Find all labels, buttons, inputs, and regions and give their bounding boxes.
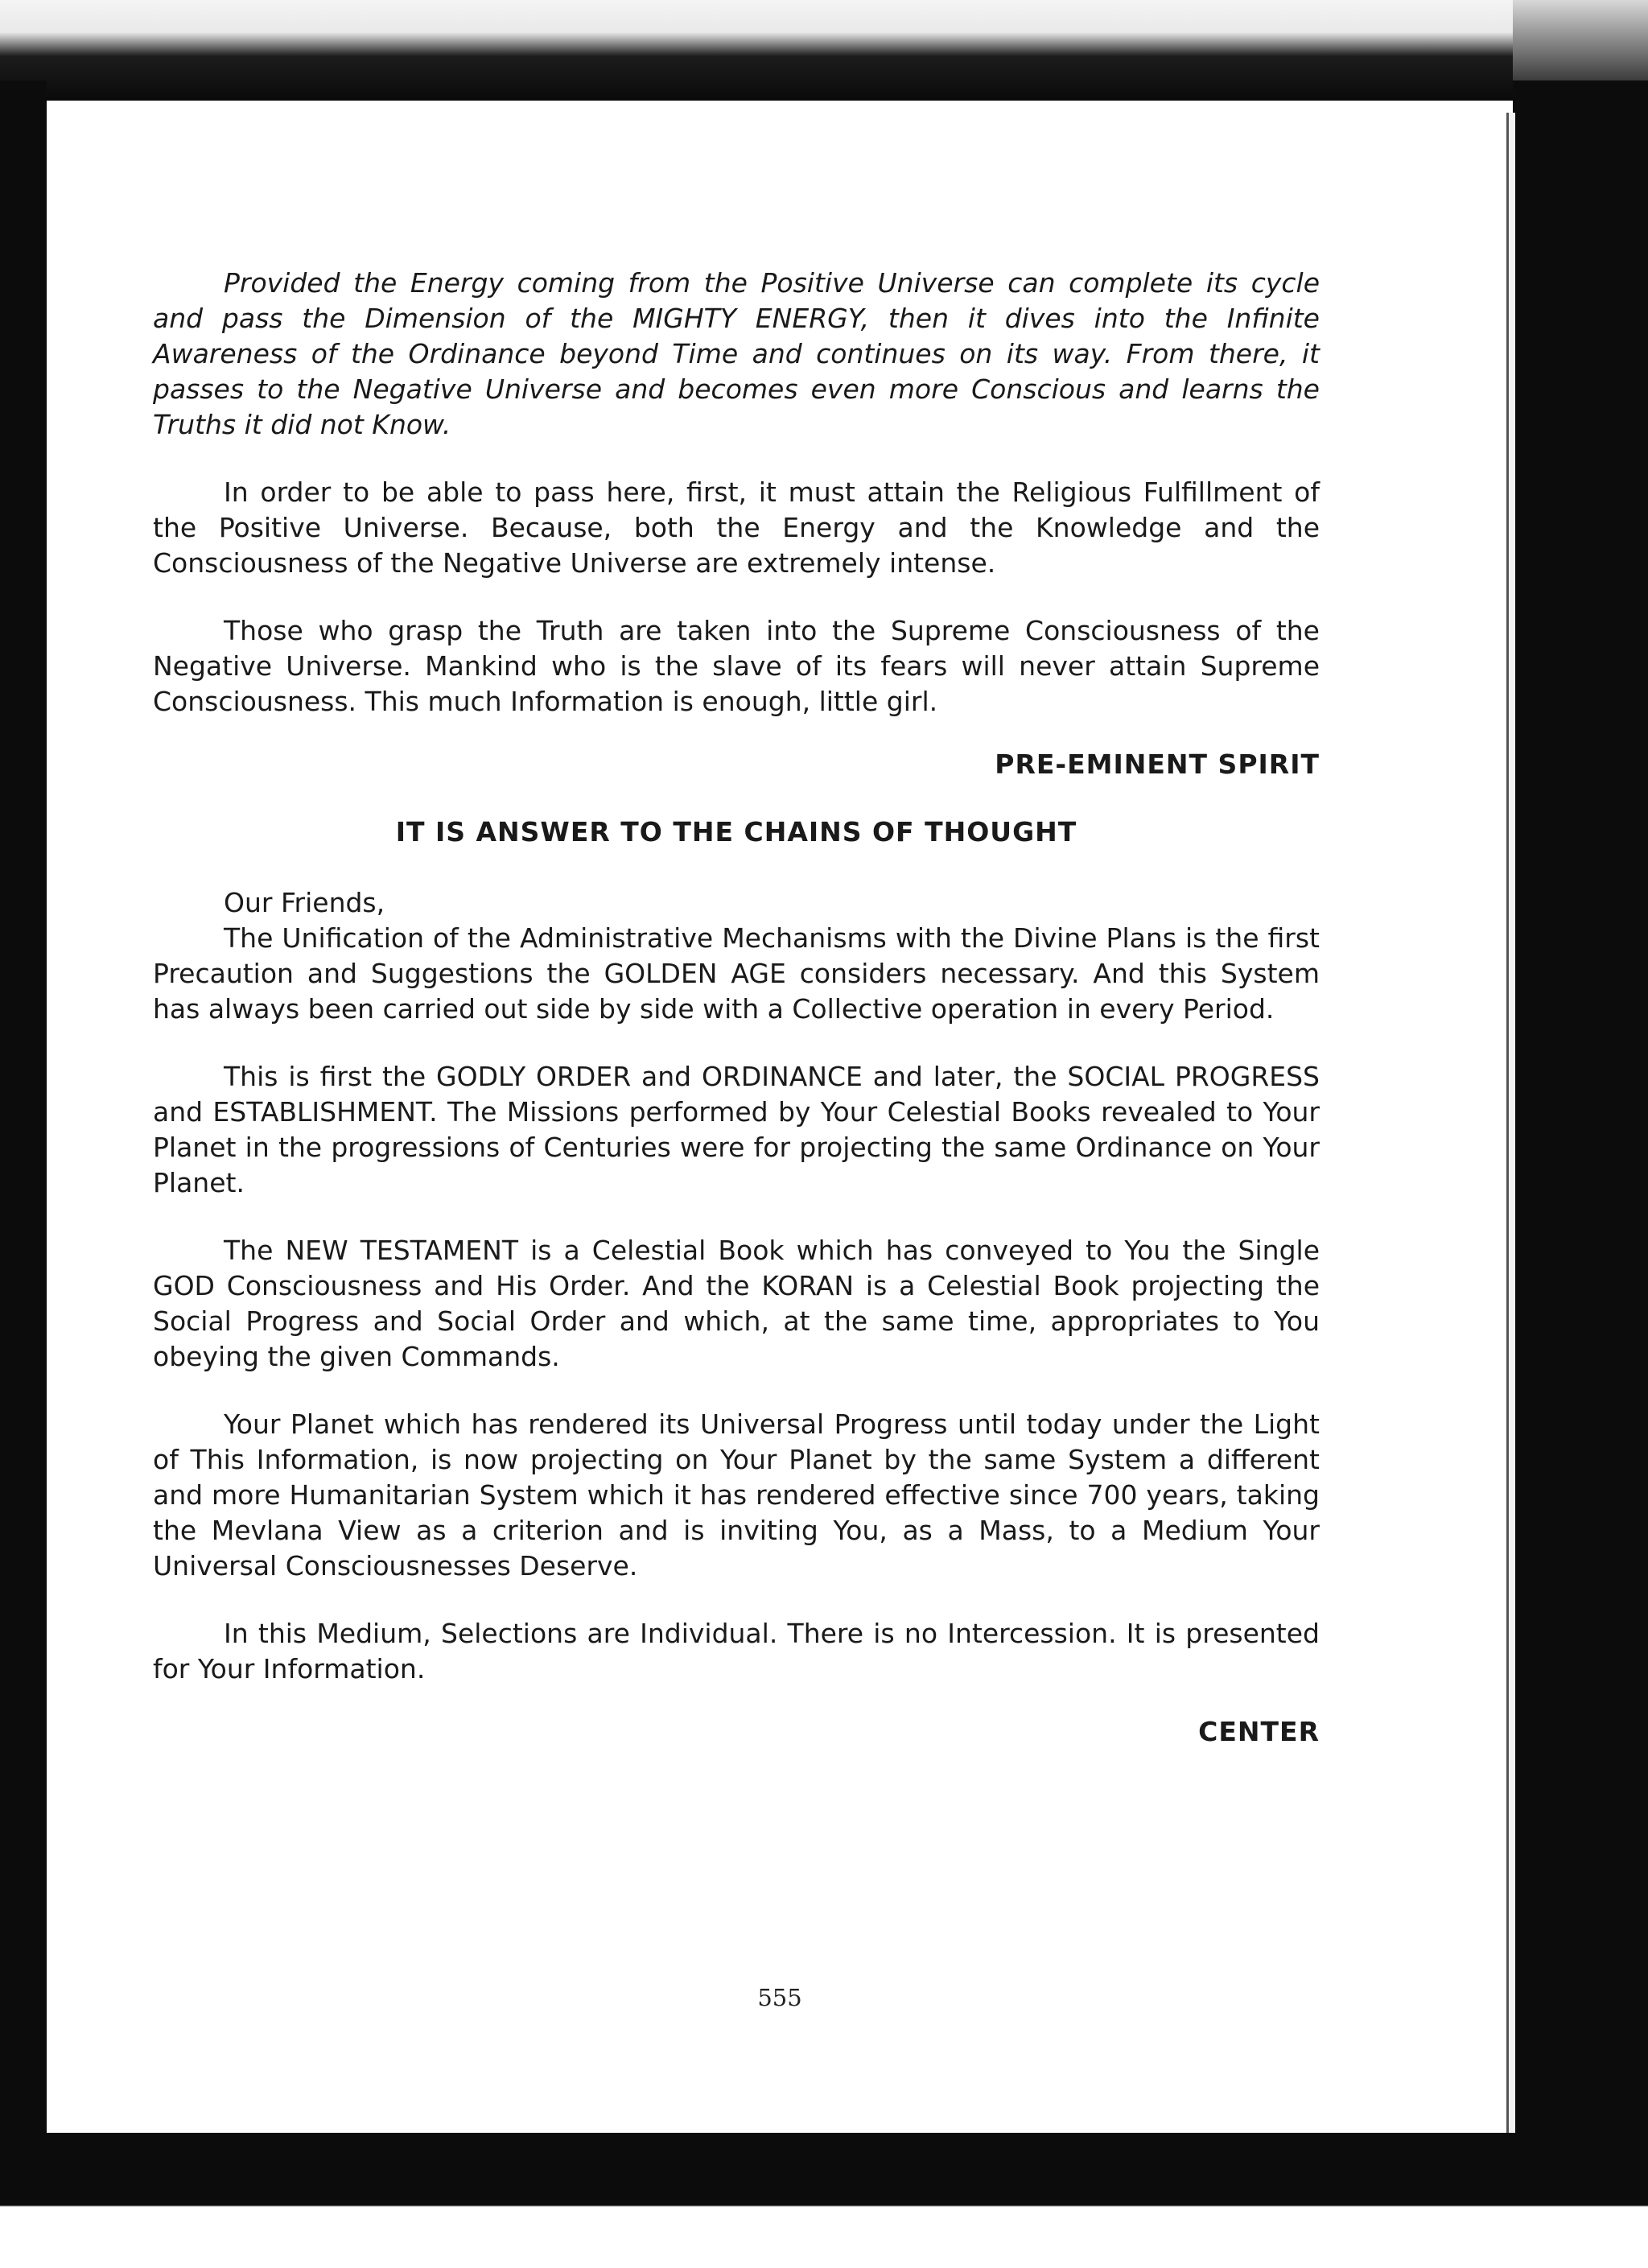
- scan-border-bottom: [0, 2133, 1648, 2268]
- signature-pre-eminent-spirit: PRE-EMINENT SPIRIT: [995, 748, 1320, 780]
- paper-edge: [1506, 113, 1515, 2133]
- page-number: 555: [757, 1984, 802, 2011]
- paragraph: Your Planet which has rendered its Universal Progress until today under the Light of This Information, is now projecting on Your Planet by the same System a different and more Humanitarian System which it has rendered effective since 700 years, taking the Mevlana View as a criterion and is inviting You, as a Mass, to a Medium Your Universal Consciousnesses Deserve.: [153, 1408, 1320, 1581]
- paragraph: Those who grasp the Truth are taken into the Supreme Consciousness of the Negative Universe. Mankind who is the slave of its fears will never attain Supreme Consciousness. This much Information is enough, little girl.: [153, 615, 1320, 717]
- paragraph: Provided the Energy coming from the Positive Universe can complete its cycle and pass the Dimension of the MIGHTY ENERGY, then it dives into the Infinite Awareness of the Ordinance beyond Time and continues on its way. From there, it passes to the Negative Universe and becomes even more Conscious and learns the Truths it did not Know.: [153, 267, 1320, 440]
- scan-border-top: [0, 0, 1648, 101]
- paragraph: The Unification of the Administrative Mechanisms with the Divine Plans is the first Precaution and Suggestions the GOLDEN AGE considers necessary. And this System has always been carried out side by side with a Collective operation in every Period.: [153, 922, 1320, 1025]
- signature-center: CENTER: [1198, 1716, 1320, 1747]
- scan-border-left: [0, 80, 47, 2141]
- document-body: [153, 266, 1320, 1782]
- section-heading: IT IS ANSWER TO THE CHAINS OF THOUGHT: [395, 816, 1077, 847]
- paragraph: This is first the GODLY ORDER and ORDINANCE and later, the SOCIAL PROGRESS and ESTABLISHMENT. The Missions performed by Your Celestial Books revealed to Your Planet in the progressions of Centuries were for projecting the same Ordinance on Your Planet.: [153, 1061, 1320, 1198]
- salutation: Our Friends,: [224, 887, 385, 918]
- scan-border-right: [1513, 80, 1648, 2141]
- paragraph: The NEW TESTAMENT is a Celestial Book which has conveyed to You the Single GOD Consciousness and His Order. And the KORAN is a Celestial Book projecting the Social Progress and Social Order and which, at the same time, appropriates to You obeying the given Commands.: [153, 1235, 1320, 1372]
- paragraph: In this Medium, Selections are Individual. There is no Intercession. It is presented for Your Information.: [153, 1618, 1320, 1685]
- paragraph: In order to be able to pass here, first, it must attain the Religious Fulfillment of the Positive Universe. Because, both the Energy and the Knowledge and the Consciousness of the Negative Universe are extremely intense.: [153, 476, 1320, 579]
